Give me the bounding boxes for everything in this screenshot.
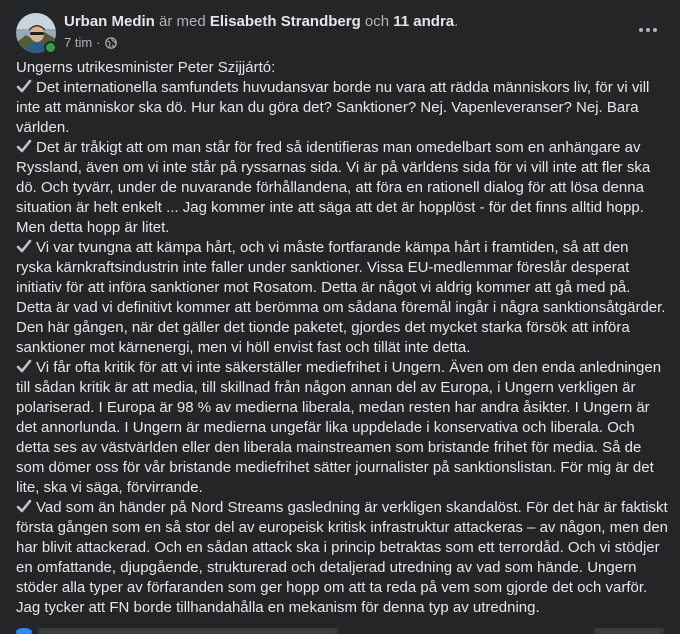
check-mark-icon (16, 498, 32, 514)
reactions-bar (16, 628, 664, 634)
more-options-icon[interactable] (636, 18, 660, 42)
reaction-icon[interactable] (16, 628, 32, 634)
post-header (0, 0, 680, 58)
post-paragraph (16, 238, 668, 358)
paragraph-text: Vad som än händer på Nord Streams gasledning är verkligen skandalöst. För det här är faktiskt första gången som en så stor del av europeisk kritisk infrastruktur attackeras – av någon, men den har blivit attackerad. Och en sådan attack ska i princip betraktas som ett terrordåd. Och vi stödjer en omfattande, djupgående, strukturerad och detaljerad utredning av vad som hände. Ungern stöder alla typer av förfaranden som ger hopp om att ta reda på vem som gjorde det och varför. Jag tycker att FN borde tillhandahålla en mekanism för denna typ av utredning. (16, 499, 669, 616)
post-intro: Ungerns utrikesminister Peter Szijjártó: (16, 59, 276, 76)
paragraph-text: Det internationella samfundets huvudansvar borde nu vara att rädda människors liv, för vi vill inte att människor ska dö. Hur kan du göra det? Sanktioner? Nej. Vapenleveranser? Nej. Bara världen. (16, 79, 650, 136)
with-text: är med (159, 13, 206, 30)
post-time[interactable]: 7 tim (64, 35, 93, 50)
post-paragraph (16, 138, 668, 238)
post-paragraph (16, 78, 668, 138)
comments-count[interactable] (594, 628, 664, 634)
post-paragraph (16, 498, 668, 618)
check-mark-icon (16, 78, 32, 94)
reactions-summary[interactable] (38, 628, 338, 634)
post-meta (64, 35, 117, 51)
paragraph-text: Vi var tvungna att kämpa hårt, och vi måste fortfarande kämpa hårt i framtiden, så att den ryska kärnkraftsindustrin inte faller under sanktioner. Vissa EU-medlemmar föreslår desperat initiativ för att införa sanktioner mot Rosatom. Detta är något vi aldrig kommer att gå med på. Detta är vad vi definitivt kommer att berömma om sådana föremål ingår i några sanktionsåtgärder. Den här gången, när det gäller det tionde paketet, gjordes det mycket starka försök att införa sanktioner mot kärnenergi, men vi höll envist fast och tillät inte detta. (16, 239, 666, 356)
period: . (454, 13, 459, 30)
check-mark-icon (16, 358, 32, 374)
post-paragraph (16, 358, 668, 498)
globe-icon[interactable] (105, 37, 117, 49)
author-line (64, 13, 458, 31)
post-body (16, 58, 668, 618)
check-mark-icon (16, 238, 32, 254)
online-status-dot (44, 41, 57, 54)
paragraph-text: Det är tråkigt att om man står för fred så identifieras man omedelbart som en anhängare av Ryssland, även om vi inte står på ryssarnas sida. Vi är på världens sida för vi vill inte att fler ska dö. Och tyvärr, under de nuvarande förhållandena, att föra en rationell dialog för att lösa denna situation är helt enkelt ... Jag kommer inte att säga att det är hopplöst - för det finns alltid hopp. Men detta hopp är litet. (16, 139, 651, 236)
and-text: och (364, 13, 390, 30)
tagged-person[interactable]: Elisabeth Strandberg (209, 13, 361, 30)
meta-separator: · (96, 35, 101, 50)
author-name[interactable]: Urban Medin (64, 13, 155, 30)
check-mark-icon (16, 138, 32, 154)
tagged-others[interactable]: 11 andra (393, 13, 455, 30)
paragraph-text: Vi får ofta kritik för att vi inte säkerställer mediefrihet i Ungern. Även om den enda anledningen till sådan kritik är att media, till skillnad från någon annan del av Europa, i Ungern verkligen är polariserad. I Europa är 98 % av medierna liberala, medan resten har andra åsikter. I Ungern är det annorlunda. I Ungern är medierna ungefär lika uppdelade i konservativa och liberala. Och detta ses av västvärlden eller den liberala mainstreamen som bristande frihet för media. Så de som dömer oss för vår bristande mediefrihet sätter journalister på sanktionslistan. För mig är det lite, ska vi säga, förvirrande. (16, 359, 662, 496)
